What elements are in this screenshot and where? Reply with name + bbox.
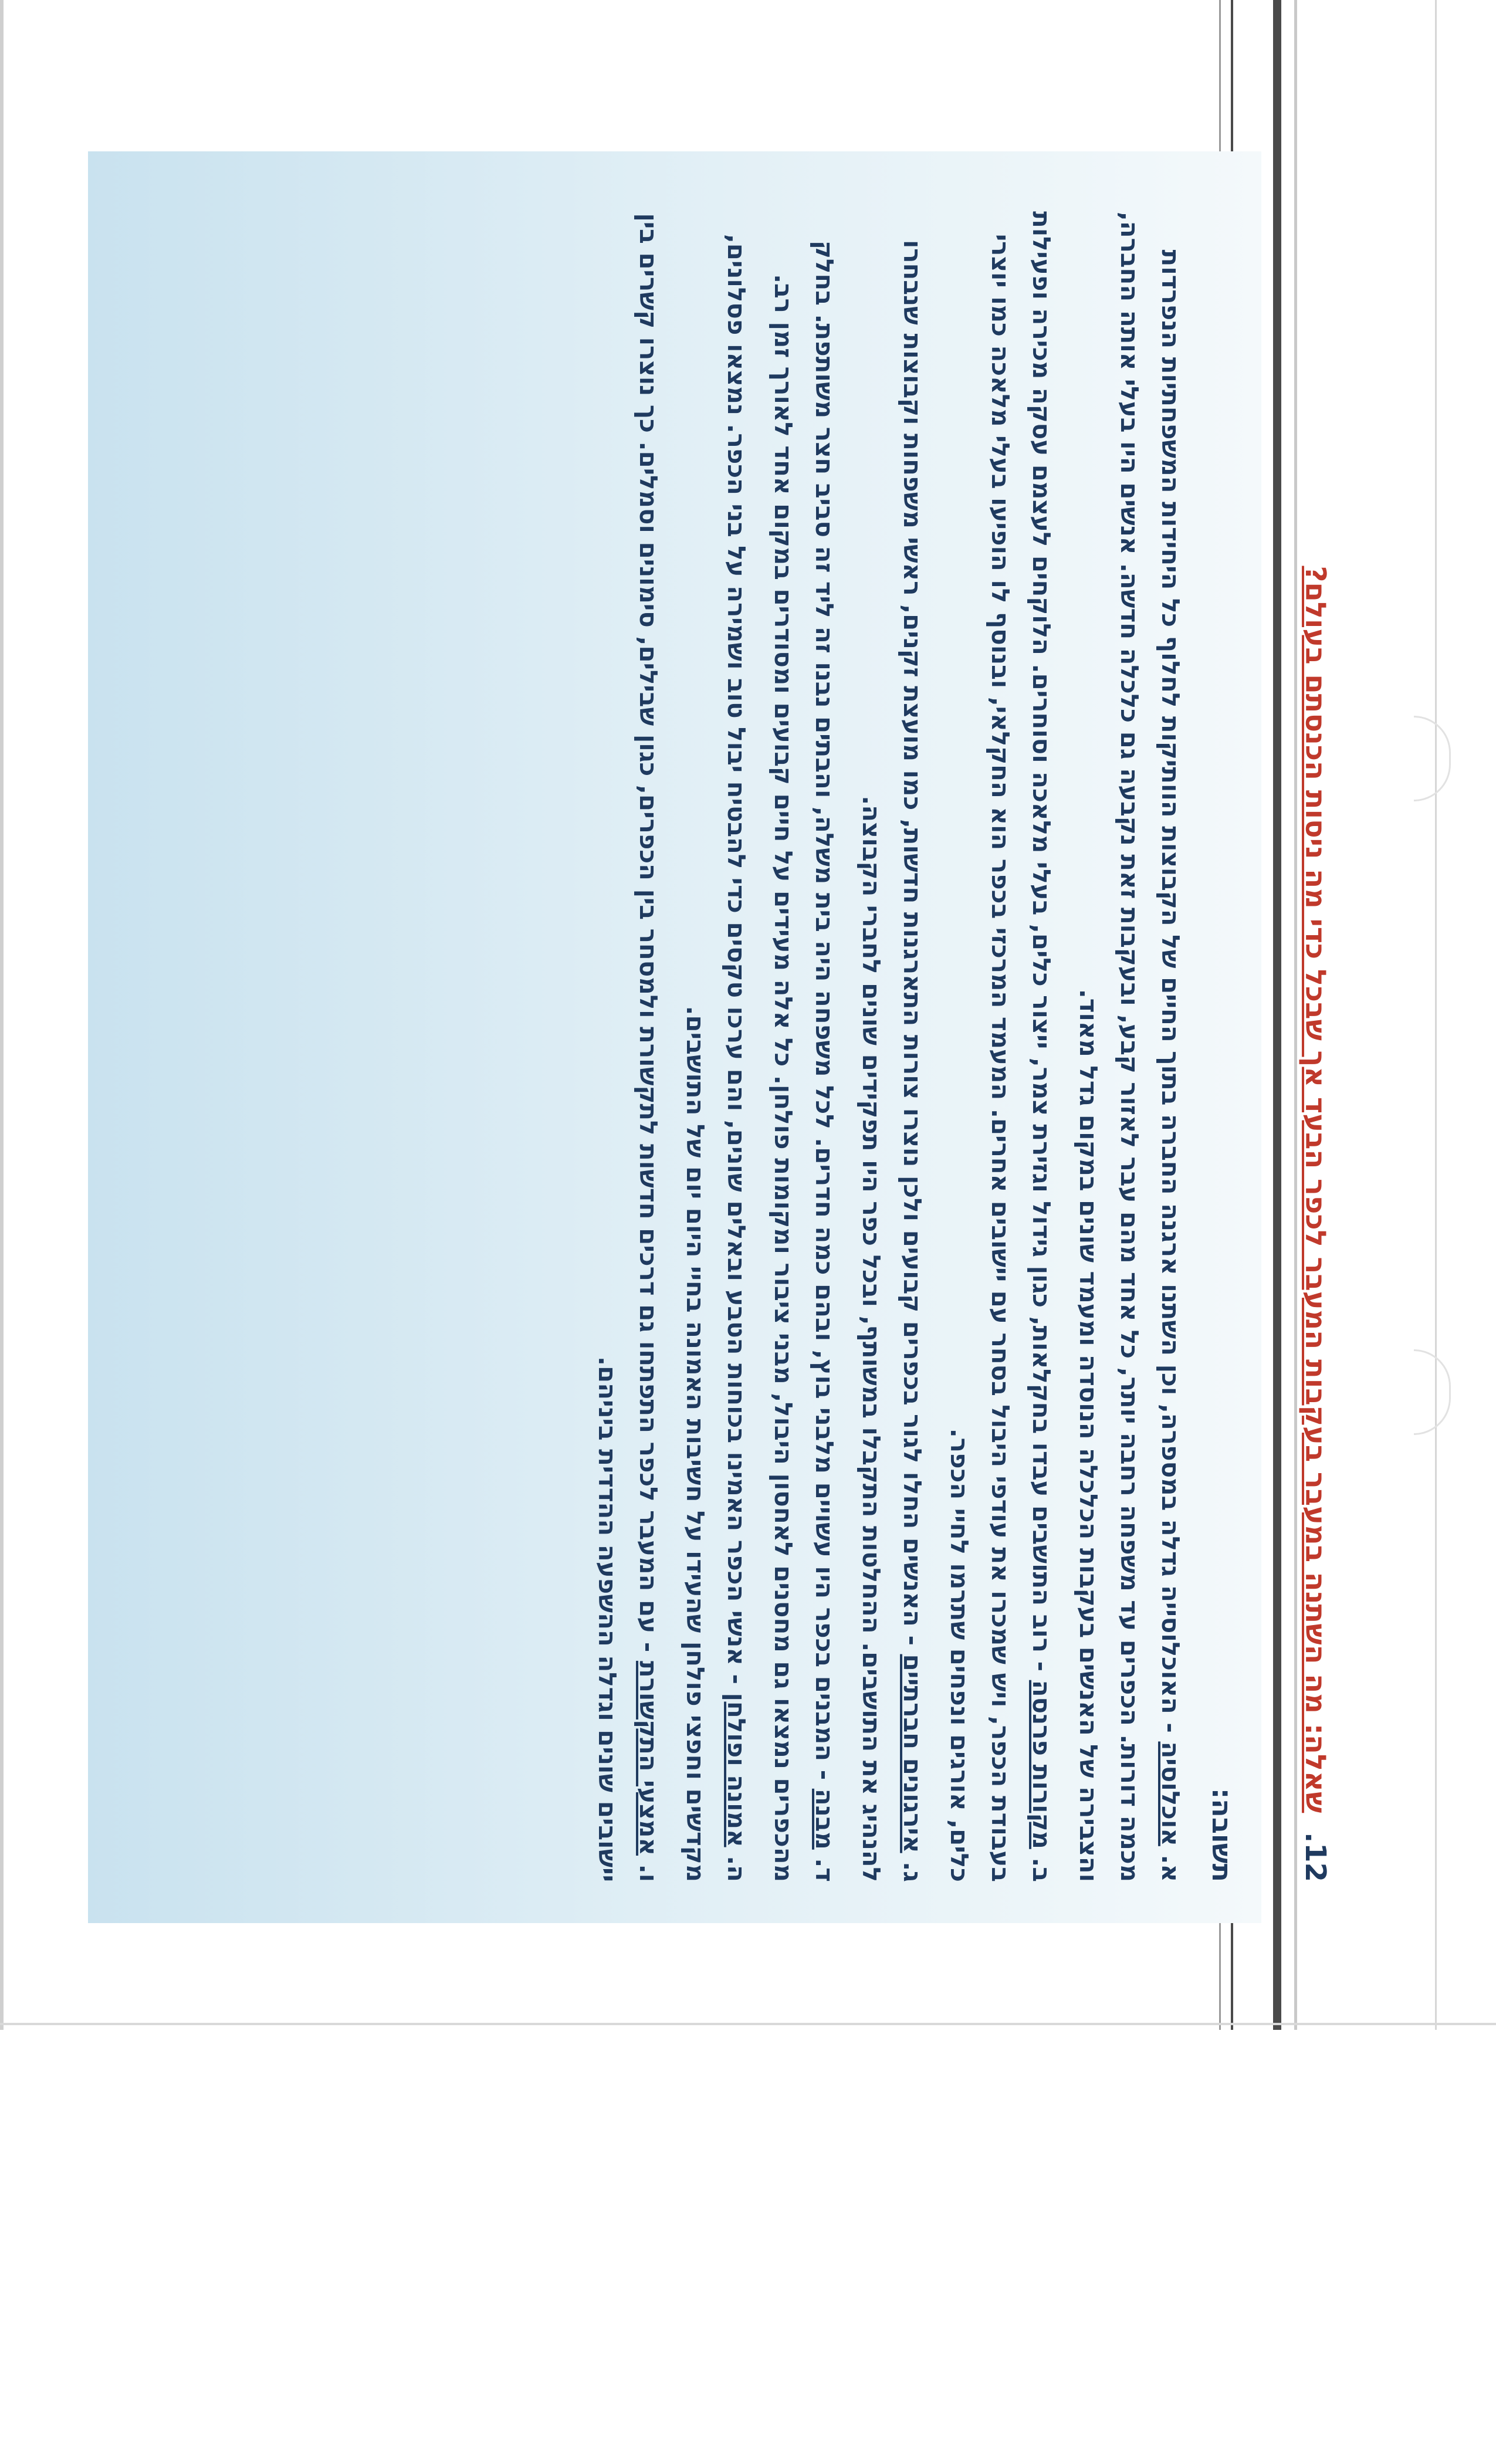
item-letter: ב. [1027,1857,1056,1882]
item-text: - האנשים החלו לגור בכפרים קבועים ולכן נוצרו צורות התארגנות חדשות, כמו מועצת זקנים, ראשי משפחות וקבוצות שנבחרו להנהיג את התושבים. ההחלטות התקבלו במשותף, ובכל כפר היו תפקידים שונים לחברי הקבוצה. [857,239,927,1882]
question-title [1299,566,1332,1882]
item-term: מבנה [810,1788,839,1850]
item-letter: ו. [634,1864,663,1882]
item-text: - האוכלוסייה גדלה במספרה, וכן השתנו ארגנה החברה בתוך החיים של הקבוצות הוותיקות לחלוף כל היחידות המשפחתיות הנפרדות מכמה דורות. הכפרים עד משפחה רחבה יותר, כל אחד מהם עבר לאזור קבע, ובעקבות זאת נקבעה גם כלכלה חדשה. אנשים היו בעלי אותה החברה, והצבירה של האנשים בעקבות הכלכלה הנוסדה ומעמד שונים במקום גדל מאוד. [1074,211,1185,1882]
answer-item-d [763,192,845,1882]
answer-item-e [675,192,757,1882]
binder-hole [1414,1349,1451,1435]
item-term: אירגונים חברתיים [898,1654,927,1853]
item-text: - רוב התושבים עבדו בחקלאות, כגון גידול וגזירת צמר, ייצור כלים, בעלי מלאכה וסוחרים. הלוקחים לעצמם עסקה מכירה ופעילות בעבודת הכפר, ויש שמכרו את עודפי היבול בסחר עם יישובים אחרים. המעמד המרכזי בכפר הוא החקלאי, ובנוסף לו הופיעו בעלי מלאכה כמו יוצרי כלים, אורגים ונפחים שתרמו לחיי הכפר. [945,211,1056,1882]
item-letter: ג. [898,1861,927,1882]
answer-item-a [1068,192,1191,1882]
item-text: - אנשי הכפר האמינו בכוחות הטבע ובאלים שונים, והם ערכו טקסים כדי להבטיח יבול טוב ושמירה על בני הכפר. נמצאו פסלונים, מקדשים וחפצי פולחן שהעידו על חשיבות האמונה בחיי היום יום של התושבים. [681,233,751,1882]
document-page [88,151,1414,1923]
binder-hole [1414,716,1451,801]
item-letter: ה. [722,1856,751,1882]
item-term: אמצעי התקשורת [634,1660,663,1856]
question-number: 12. [1299,1832,1332,1882]
item-letter: ד. [810,1858,839,1882]
answer-item-f [587,192,669,1882]
item-text: - עם המעבר לכפר התפתחו גם דרכים חדשות לתקשורת ולמסחר בין הכפרים, כגון שבילים, סימונים וסמלים. כך נוצרו קשרים בין יישובים שונים וגדלה ההשפעה ההדדית ביניהם. [593,213,663,1882]
item-term: מקורות פרנסה [1027,1680,1056,1849]
bottom-rule [0,2023,1496,2025]
question-text: שאלה: מה השתנה במעבר בעקבות המעבר לכפר הבעד אך שבכל כדי מה ניסות הכנסתם בעולם? [1299,566,1332,1813]
answer-body [581,192,1191,1882]
answer-label: תשובה: [1206,1788,1238,1882]
scan-edge [0,0,4,2030]
answer-item-c [851,192,933,1882]
answer-item-b [939,192,1062,1882]
item-letter: א. [1156,1854,1185,1882]
item-text: - המבנים בכפר היו עשויים מלבני בוץ, ובהם כמה חדרים. לכל משפחה היה בית משלה, והבתים נבנו זה ליד זה סביב חצר משותפת. בחלק מהכפרים נמצאו גם מחסנים לאחסון היבול, מבני ציבור ומקומות פולחן. כל אלה מעידים על חיים קבועים ומסודרים במקום אחד לאורך זמן רב. [769,241,839,1882]
item-term: אוכלוסיה [1156,1741,1185,1846]
frame-line [1435,0,1437,2030]
item-term: אמונה ופולחן [722,1693,751,1847]
